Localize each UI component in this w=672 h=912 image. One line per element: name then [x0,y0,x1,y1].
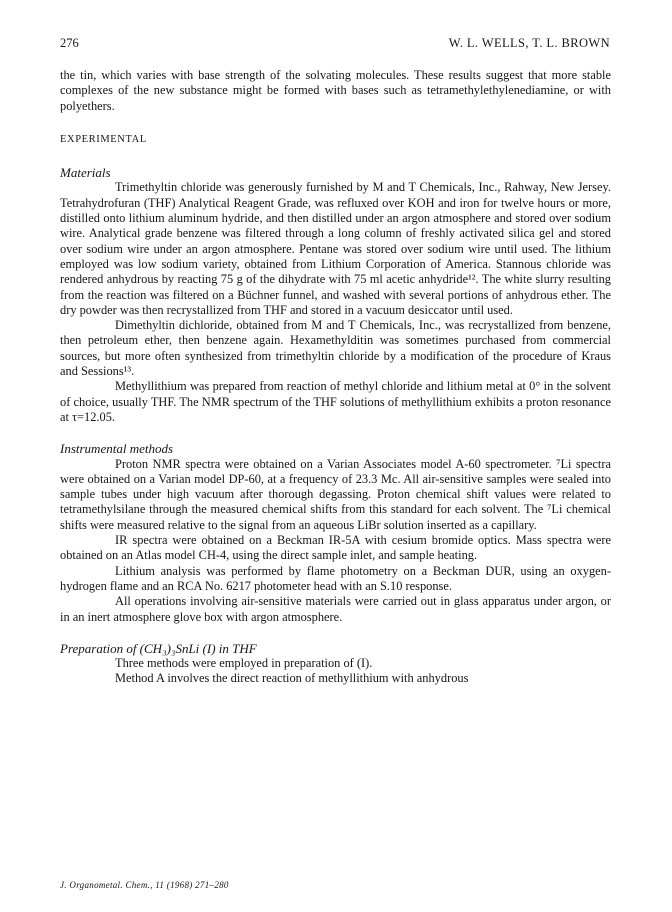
instrumental-paragraph-1: Proton NMR spectra were obtained on a Varian Associates model A-60 spectrometer. ⁷Li spectra were obtained on a Varian model DP-60, at a frequency of 23.3 Mc. All air-sensitive samples were sealed into sample tubes under high vacuum after thorough degassing. Proton chemical shift values were related to tetramethylsilane through the measured chemical shifts from this standard for each solvent. The ⁷Li chemical shifts were measured relative to the signal from an aqueous LiBr solution inserted as a capillary. [60,456,611,532]
subheading-preparation: Preparation of (CH₃)₃SnLi (I) in THF [60,640,257,656]
materials-paragraph-2: Dimethyltin dichloride, obtained from M and T Chemicals, Inc., was recrystallized from benzene, then petroleum ether, then benzene again. Hexamethylditin was sometimes purchased from commercial sources, but more often synthesized from trimethyltin chloride by a modification of the procedure of Kraus and Sessions¹³. [60,318,611,379]
subheading-instrumental-methods: Instrumental methods [60,441,174,457]
section-title-experimental: EXPERIMENTAL [60,133,147,145]
preparation-paragraph-2: Method A involves the direct reaction of methyllithium with anhydrous [115,671,469,686]
preparation-paragraph-1: Three methods were employed in preparation of (I). [115,656,373,671]
instrumental-paragraph-3: Lithium analysis was performed by flame photometry on a Beckman DUR, using an oxygen-hydrogen flame and an RCA No. 6217 photometer head with an S.10 response. [60,563,611,593]
instrumental-paragraph-4: All operations involving air-sensitive materials were carried out in glass apparatus under argon, or in an inert atmosphere glove box with argon atmosphere. [60,594,611,624]
journal-citation-footer: J. Organometal. Chem., 11 (1968) 271–280 [60,880,229,890]
page-number: 276 [60,36,79,50]
running-authors: W. L. WELLS, T. L. BROWN [448,36,610,50]
article-body [60,68,611,687]
subheading-materials: Materials [60,165,111,181]
running-header [60,36,610,54]
materials-paragraph-1: Trimethyltin chloride was generously furnished by M and T Chemicals, Inc., Rahway, New Jersey. Tetrahydrofuran (THF) Analytical Reagent Grade, was refluxed over KOH and iron for twelve hours or more, distilled onto lithium aluminum hydride, and then distilled under an argon atmosphere and stored over sodium wire. Analytical grade benzene was filtered through a long column of freshly activated silica gel and stored over sodium wire under an argon atmosphere. Pentane was stored over sodium wire until used. The lithium employed was low sodium variety, obtained from Lithium Corporation of America. Stannous chloride was rendered anhydrous by reacting 75 g of the dihydrate with 75 ml acetic anhydride¹². The white slurry resulting from the reaction was filtered on a Büchner funnel, and washed with several portions of anhydrous ether. The dry powder was then recrystallized from THF and stored in a vacuum desiccator until used. [60,180,611,317]
instrumental-paragraph-2: IR spectra were obtained on a Beckman IR-5A with cesium bromide optics. Mass spectra were obtained on an Atlas model CH-4, using the direct sample inlet, and sample heating. [60,533,611,563]
materials-paragraph-3: Methyllithium was prepared from reaction of methyl chloride and lithium metal at 0° in the solvent of choice, usually THF. The NMR spectrum of the THF solutions of methyllithium exhibits a proton resonance at τ=12.05. [60,379,611,424]
intro-paragraph: the tin, which varies with base strength of the solvating molecules. These results suggest that more stable complexes of the new substance might be formed with bases such as tetramethylethylenediamine, or with polyethers. [60,68,611,113]
